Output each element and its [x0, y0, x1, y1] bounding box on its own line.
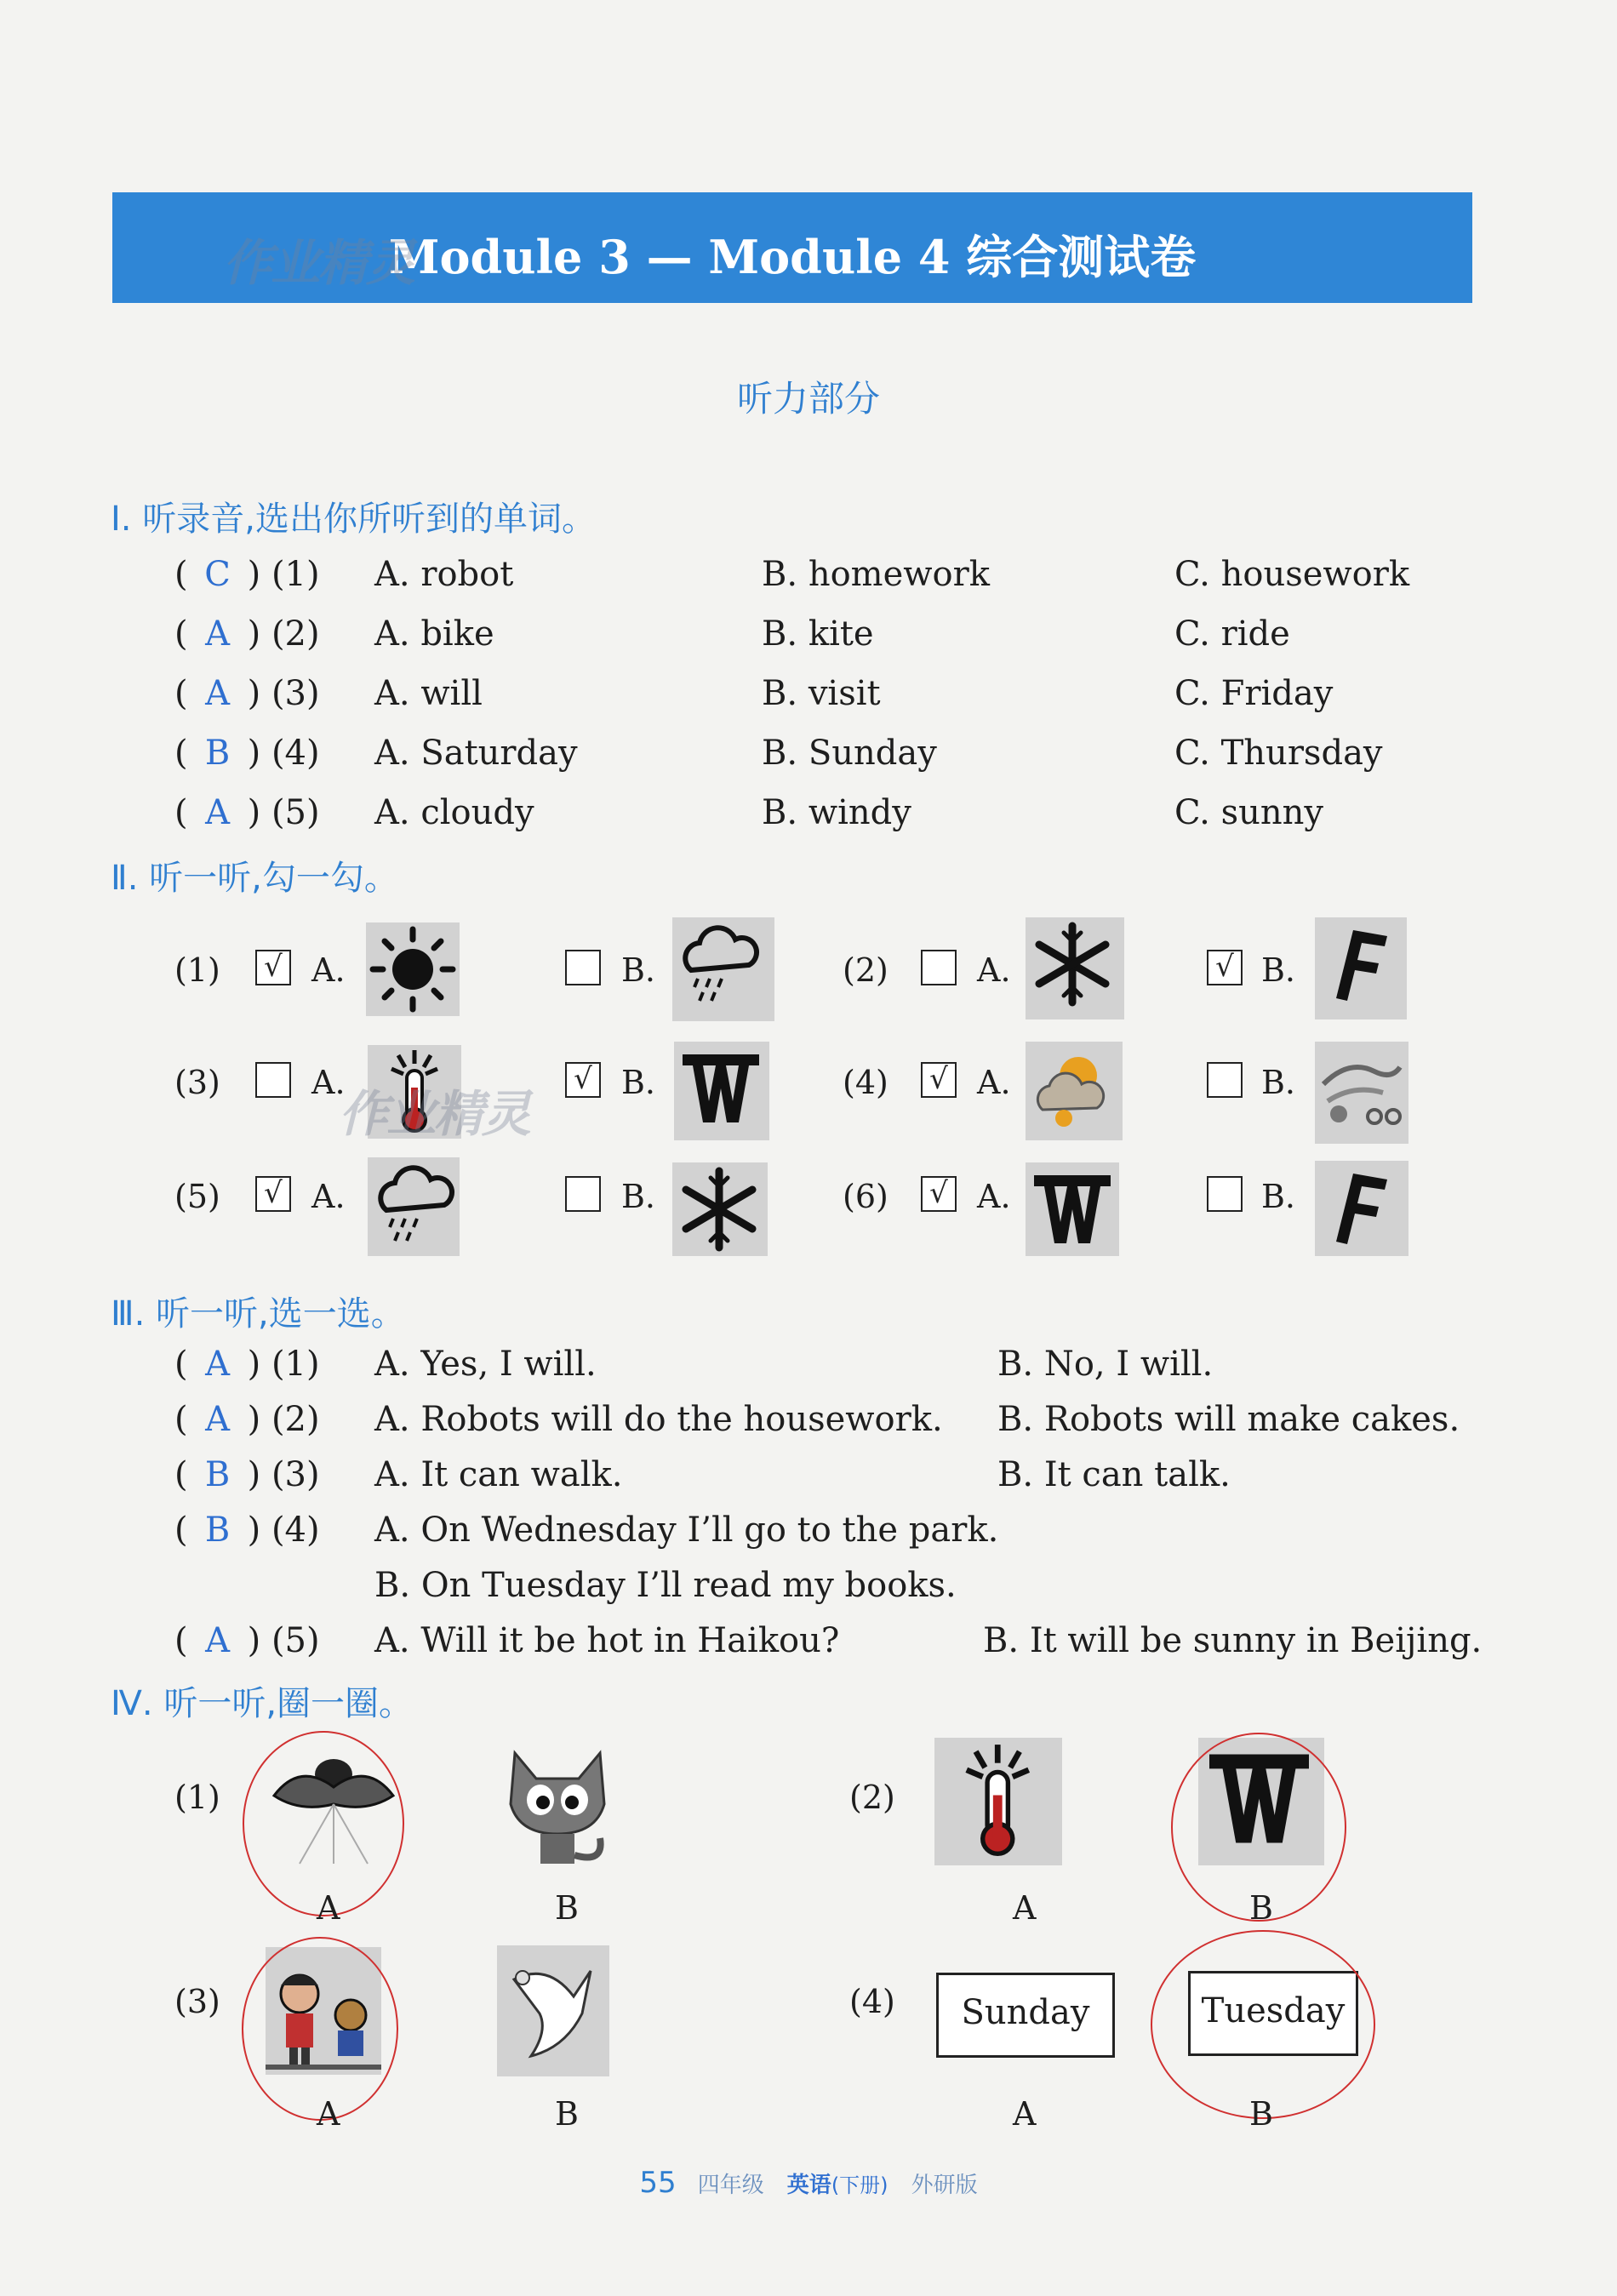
answer-circle	[1151, 1930, 1375, 2119]
q3-checkbox-b[interactable]: √	[565, 1062, 601, 1098]
option-b: B. It can talk.	[997, 1455, 1231, 1494]
option-b: B. homework	[762, 555, 990, 594]
watermark: 作业精灵	[339, 1085, 530, 1143]
answer: A	[205, 793, 231, 832]
q1-number: (1)	[174, 1779, 220, 1816]
q1-checkbox-b[interactable]	[565, 950, 601, 985]
option-a: A. robot	[374, 555, 514, 594]
option-b: B. kite	[762, 614, 874, 654]
answer: B	[204, 1455, 231, 1494]
q3-row: ( B ) (3)	[174, 1455, 320, 1494]
q4-checkbox-b[interactable]	[1207, 1062, 1243, 1098]
label-a: A.	[977, 1178, 1011, 1215]
label-a: A	[1013, 2095, 1037, 2133]
question-number: (3)	[271, 674, 320, 713]
answer: B	[204, 1511, 231, 1550]
label-b: B.	[621, 951, 656, 989]
footer	[0, 2166, 1617, 2200]
option-a: A. Robots will do the housework.	[374, 1400, 943, 1439]
q1-row: ( C ) (1)	[174, 555, 320, 594]
option-c: C. Friday	[1174, 674, 1334, 713]
sun-icon	[366, 922, 460, 1016]
option-a: A. It can walk.	[374, 1455, 623, 1494]
rain-cloud-icon	[368, 1157, 460, 1256]
label-a: A.	[977, 1064, 1011, 1101]
q6-checkbox-b[interactable]	[1207, 1176, 1243, 1212]
question-number: (1)	[271, 1345, 320, 1384]
label-a: A.	[311, 1064, 346, 1101]
sunday-card: Sunday	[936, 1973, 1115, 2058]
option-c: C. sunny	[1174, 793, 1324, 832]
label-a: A.	[311, 1178, 346, 1215]
option-b: B. Robots will make cakes.	[997, 1400, 1460, 1439]
part-title: 听力部分	[736, 378, 880, 420]
option-a: A. Saturday	[374, 734, 578, 773]
q4-number: (4)	[843, 1064, 888, 1101]
thermometer-hot-icon	[934, 1738, 1062, 1865]
q5-checkbox-b[interactable]	[565, 1176, 601, 1212]
q5-checkbox-a[interactable]: √	[255, 1176, 291, 1212]
option-c: C. Thursday	[1174, 734, 1383, 773]
q3-row: ( A ) (3)	[174, 674, 320, 713]
q4-number: (4)	[849, 1983, 895, 2020]
rain-cloud-icon	[672, 917, 774, 1021]
label-b: B.	[1261, 1178, 1296, 1215]
question-number: (1)	[271, 555, 320, 594]
tuesday-card: Tuesday	[1188, 1971, 1358, 2056]
volume: (下册)	[831, 2173, 888, 2197]
answer: A	[205, 1400, 231, 1439]
question-number: (5)	[271, 1621, 320, 1660]
q3-checkbox-a[interactable]	[255, 1062, 291, 1098]
option-a: A. Yes, I will.	[374, 1345, 597, 1384]
option-b: B. No, I will.	[997, 1345, 1214, 1384]
option-a: A. cloudy	[374, 793, 534, 832]
q1-row: ( A ) (1)	[174, 1345, 320, 1384]
w-letter-icon	[674, 1042, 769, 1140]
label-b: B	[1249, 1889, 1273, 1927]
option-b: B. windy	[762, 793, 911, 832]
label-b: B	[555, 2095, 579, 2133]
label-b: B	[555, 1889, 579, 1927]
option-c: C. housework	[1174, 555, 1410, 594]
q5-number: (5)	[174, 1178, 220, 1215]
subject: 英语	[786, 2173, 831, 2198]
answer: A	[205, 1621, 231, 1660]
q4-checkbox-a[interactable]: √	[921, 1062, 957, 1098]
q5-row: ( A ) (5)	[174, 793, 320, 832]
section-4-title: Ⅳ. 听一听,圈一圈。	[111, 1684, 414, 1723]
page-number: 55	[639, 2166, 677, 2200]
option-a: A. will	[374, 674, 483, 713]
option-b: B. On Tuesday I’ll read my books.	[374, 1566, 957, 1605]
answer: A	[205, 674, 231, 713]
option-a: A. On Wednesday I’ll go to the park.	[374, 1511, 999, 1550]
w-letter-icon	[1026, 1162, 1119, 1256]
watermark: 作业精灵	[223, 234, 414, 292]
answer: C	[204, 555, 231, 594]
answer-circle	[242, 1937, 398, 2121]
q6-checkbox-a[interactable]: √	[921, 1176, 957, 1212]
question-number: (5)	[271, 793, 320, 832]
option-b: B. visit	[762, 674, 881, 713]
option-a: A. Will it be hot in Haikou?	[374, 1621, 840, 1660]
cat-icon	[494, 1736, 621, 1872]
label-b: B.	[621, 1178, 656, 1215]
snowflake-icon	[1026, 917, 1124, 1019]
windy-leaves-icon	[1315, 1042, 1408, 1144]
question-number: (2)	[271, 614, 320, 654]
answer: B	[204, 734, 231, 773]
option-b: B. It will be sunny in Beijing.	[983, 1621, 1483, 1660]
q4-row: ( B ) (4)	[174, 1511, 320, 1550]
q2-checkbox-b[interactable]: √	[1207, 950, 1243, 985]
label-b: B.	[1261, 1064, 1296, 1101]
q2-row: ( A ) (2)	[174, 614, 320, 654]
q1-number: (1)	[174, 951, 220, 989]
option-c: C. ride	[1174, 614, 1290, 654]
answer: A	[205, 614, 231, 654]
bird-icon	[497, 1945, 609, 2076]
label-a: A	[317, 2095, 340, 2133]
q4-row: ( B ) (4)	[174, 734, 320, 773]
grade: 四年级	[697, 2173, 764, 2198]
q5-row: ( A ) (5)	[174, 1621, 320, 1660]
section-1-title: Ⅰ. 听录音,选出你所听到的单词。	[111, 500, 596, 539]
q1-checkbox-a[interactable]: √	[255, 950, 291, 985]
label-a: A	[1013, 1889, 1037, 1927]
q2-number: (2)	[843, 951, 888, 989]
snowflake-icon	[672, 1162, 768, 1256]
option-b: B. Sunday	[762, 734, 937, 773]
label-b: B.	[1261, 951, 1296, 989]
q6-number: (6)	[843, 1178, 888, 1215]
q2-number: (2)	[849, 1779, 895, 1816]
edition: 外研版	[911, 2173, 978, 2198]
q2-row: ( A ) (2)	[174, 1400, 320, 1439]
q3-number: (3)	[174, 1064, 220, 1101]
label-a: A.	[977, 951, 1011, 989]
sun-cloud-icon	[1026, 1042, 1123, 1140]
question-number: (3)	[271, 1455, 320, 1494]
option-a: A. bike	[374, 614, 494, 654]
label-a: A	[317, 1889, 340, 1927]
question-number: (2)	[271, 1400, 320, 1439]
q3-number: (3)	[174, 1983, 220, 2020]
label-b: B.	[621, 1064, 656, 1101]
section-2-title: Ⅱ. 听一听,勾一勾。	[111, 859, 398, 898]
section-3-title: Ⅲ. 听一听,选一选。	[111, 1294, 405, 1334]
question-number: (4)	[271, 1511, 320, 1550]
q2-checkbox-a[interactable]	[921, 950, 957, 985]
test-title: Module 3 — Module 4 综合测试卷	[388, 230, 1197, 284]
f-letter-icon	[1315, 1161, 1408, 1256]
question-number: (4)	[271, 734, 320, 773]
f-letter-icon	[1315, 917, 1407, 1019]
label-b: B	[1249, 2095, 1273, 2133]
answer: A	[205, 1345, 231, 1384]
label-a: A.	[311, 951, 346, 989]
